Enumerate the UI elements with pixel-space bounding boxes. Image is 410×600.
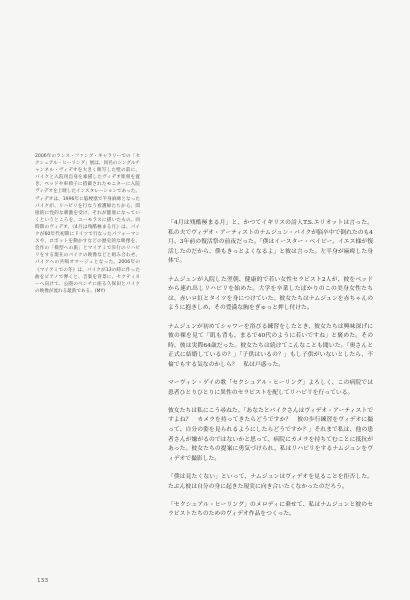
article-paragraph: マーヴィン・ゲイの歌「セクシュアル・ヒーリング」よろしく、この病院では患者ひとりひとりに異性のセラピストを配してリハビリを行っている。 xyxy=(168,380,373,396)
page-number: 133 xyxy=(37,578,49,584)
article-paragraph: 「セクシュアル・ヒーリング」のメロディに乗せて、私はナムジュンと彼のセラピストたちのためのヴィデオ作品をつくった。 xyxy=(168,501,373,518)
article-paragraph: ナムジュンが入院した翌朝、健康的で若い女性セラピスト2人が、彼をベッドから連れ出しリハビリを始めた。大学を卒業したばかりのこの美身女性たちは、赤いロ紅とタイツを身につけていた。彼女たちはナムジュンを赤ちゃんのように抱きしめ、その豊満な胸をぎゅっと押し付けた。 xyxy=(168,276,373,312)
article-paragraph: 「僕は見たくない」といって、ナムジュンはヴィデオを見ることを拒否した。たぶん彼は自分の身に起きた現実に向き合いたくなかったのだろう。 xyxy=(168,474,373,490)
article-paragraph: ナムジュンが初めてシャワーを浴びる練習をしたとき、彼女たちは興味深げに彼の裸を見て「肌も背も、まるで40代のように若いですね」と褒めた。その時、彼は実際64歳だった。彼女たちは続けてこんなことも聞いた。「奥さんと正式に結婚しているの？」「子供はいるの？」もし子供がいないとしたら、不倫でもする気なのかしら？ 私は戸惑った。 xyxy=(168,323,373,368)
main-article xyxy=(168,219,373,529)
article-paragraph: 彼女たちは私にこう尋ねた。「あなたとパイクさんはヴィデオ・アーティストですよね？ カメラを持ってきたらどうですか？ 彼の歩行練習をヴィデオに撮って、自分の姿を見られるようにしたらどうですか？」それまで私は、他の患者さんが嫌がるのではないかと思って、病院にカメラを持ちてむことに抵抗があった。彼女たちの提案に勇気づけられ、私はリハビリをするナムジュンをヴィデオで撮影した。 xyxy=(168,407,373,462)
article-paragraph: 「4月は残酷極まる月」と、かつてイギリスの詩人T.S.エリオットは言った。私の夫でヴィデオ・アーティストのナムジュン・パイクが脳卒中で倒れたのも4月、3年前の復活祭の前夜だった。「僕はイースター・ベイビー。イエス様が復活したのだから、僕もきっとよくなるよ」と彼は言った。左半身が麻痺した身体で。 xyxy=(168,220,373,265)
sidebar-caption: 2006年のランス・ファング・ギャラリーでの「セクシュアル・ヒーリング」展は、同名のシングルチャンネル・ヴィデオを大きく映写した壁の前に、パイクと入院用自身を素描したヴィデオ彫刻を置き、ベッドや車椅子に搭載されたモニターに入院ヴィデオを上映したインスタレーションであった。ヴィデオは、1996年に脳梗塞で半身麻痺となったパイクが、リハビリを行なう看護婦たちから、間接的に性的な刺激を受け、それが健康になっていくというところを、ユーモラスに描いたもの。同時期のヴィデオ、《4月は残酷極まる月》は、パイクが60年代初期にドイツで行なったパフォーマンスや、ロボットを動かすなどの歴史的な映像を、会作の「模型への旅」とマイアミで歩行のリハビリをする現在のパイクの映像などと組み合わせ、パイクへの共鳴オマージュとなった。2006年の《マイアミでの冬》は、パイクが13の時に作った曲をピアノで弾くと、音楽を背景に、セクティヌーへ向けて、公園のベンチに座る久保田とパイクの映像が流れる最新である。(MY) xyxy=(35,154,140,294)
